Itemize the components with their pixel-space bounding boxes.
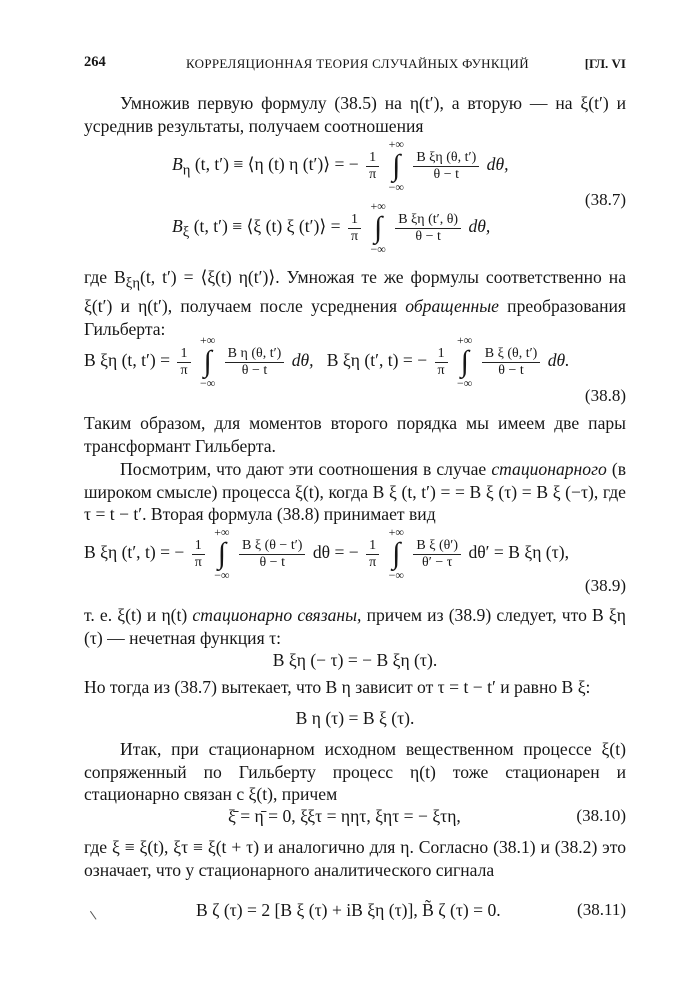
chapter-label: [ГЛ. VI [584,56,626,71]
equation-number-38-9: (38.9) [584,576,626,595]
equation-number-38-7: (38.7) [584,190,626,209]
equation-38-7-line-2: $B_\xi$ (t, t′) ≡ ⟨ξ (t) ξ (t′)⟩ = $\frac{1}{\pi}$ +∞ ∫ −∞ $\frac{\text{B ξη (t′, θ)}}{\theta - t}$ dθ, [172,199,491,256]
running-title: КОРРЕЛЯЦИОННАЯ ТЕОРИЯ СЛУЧАЙНЫХ ФУНКЦИЙ [186,56,529,71]
equation-38-7-line-1: $B_\eta$ (t, t′) ≡ ⟨η (t) η (t′)⟩ = − $\frac{1}{\pi}$ +∞ ∫ −∞ $\frac{\text{B ξη (θ, t′)}}{\theta - t}$ dθ, [172,137,509,194]
equation-number-38-10: (38.10) [576,806,626,825]
margin-mark [90,906,103,919]
paragraph-2: где $B_{\xi\eta}(t$, t′) = ⟨ξ(t) η(t′)⟩. Умножая те же формулы соответственно на ξ(t′) и η(t′), получаем после усреднения обращенные преобразования Гильберта: [84,267,627,339]
equation-38-10: ξ̄ = η̄ = 0, ξξτ = ηητ, ξητ = − ξτη, [228,806,461,826]
paragraph-3: Таким образом, для моментов второго порядка мы имеем две пары трансформант Гильберта. [84,413,626,456]
equation-odd-function: B ξη (− τ) = − B ξη (τ). [272,650,438,670]
paragraph-1: Умножив первую формулу (38.5) на η(t′), а вторую — на ξ(t′) и усреднив результаты, получаем соотношения [84,93,626,136]
equation-38-9: B ξη (t′, t) = − $\frac{1}{\pi}$ +∞ ∫ −∞ $\frac{\text{B ξ (θ − t′)}}{\theta - t}$ dθ = − $\frac{1}{\pi}$ +∞ ∫ −∞ $\frac{\text{B ξ (θ′)}}{\theta' - \tau}$ dθ′ = B ξη (τ), [84,525,569,582]
equation-number-38-8: (38.8) [584,386,626,405]
paragraph-4: Посмотрим, что дают эти соотношения в случае стационарного (в широком смысле) процесса ξ(t), когда B ξ (t, t′) = = B ξ (τ) = B ξ (−τ), где τ = t − t′. Вторая формула (38.8) принимает вид [84,459,627,524]
equation-38-8: B ξη (t, t′) = $\frac{1}{\pi}$ +∞ ∫ −∞ $\frac{\text{B η (θ, t′)}}{\theta - t}$ dθ, B ξη (t′, t) = − $\frac{1}{\pi}$ +∞ ∫ −∞ $\frac{\text{B ξ (θ, t′)}}{\theta - t}$ dθ. [84,333,570,390]
running-header [84,54,626,78]
equation-38-11: B ζ (τ) = 2 [B ξ (τ) + iB ξη (τ)], B̃ ζ (τ) = 0. [196,900,501,920]
equation-equal-correlation: B η (τ) = B ξ (τ). [295,708,415,728]
page-number: 264 [84,54,106,70]
paragraph-8: где ξ ≡ ξ(t), ξτ ≡ ξ(t + τ) и аналогично для η. Согласно (38.1) и (38.2) это означает, что у стационарного аналитического сигнала [84,837,626,880]
paragraph-5: т. е. ξ(t) и η(t) стационарно связаны, причем из (38.9) следует, что B ξη (τ) — нечетная функция τ: [84,605,626,648]
paragraph-7: Итак, при стационарном исходном вещественном процессе ξ(t) сопряженный по Гильберту процесс η(t) тоже стационарен и стационарно связан с ξ(t), причем [84,739,626,804]
paragraph-6: Но тогда из (38.7) вытекает, что B η зависит от τ = t − t′ и равно B ξ: [84,677,591,697]
equation-number-38-11: (38.11) [577,900,626,919]
